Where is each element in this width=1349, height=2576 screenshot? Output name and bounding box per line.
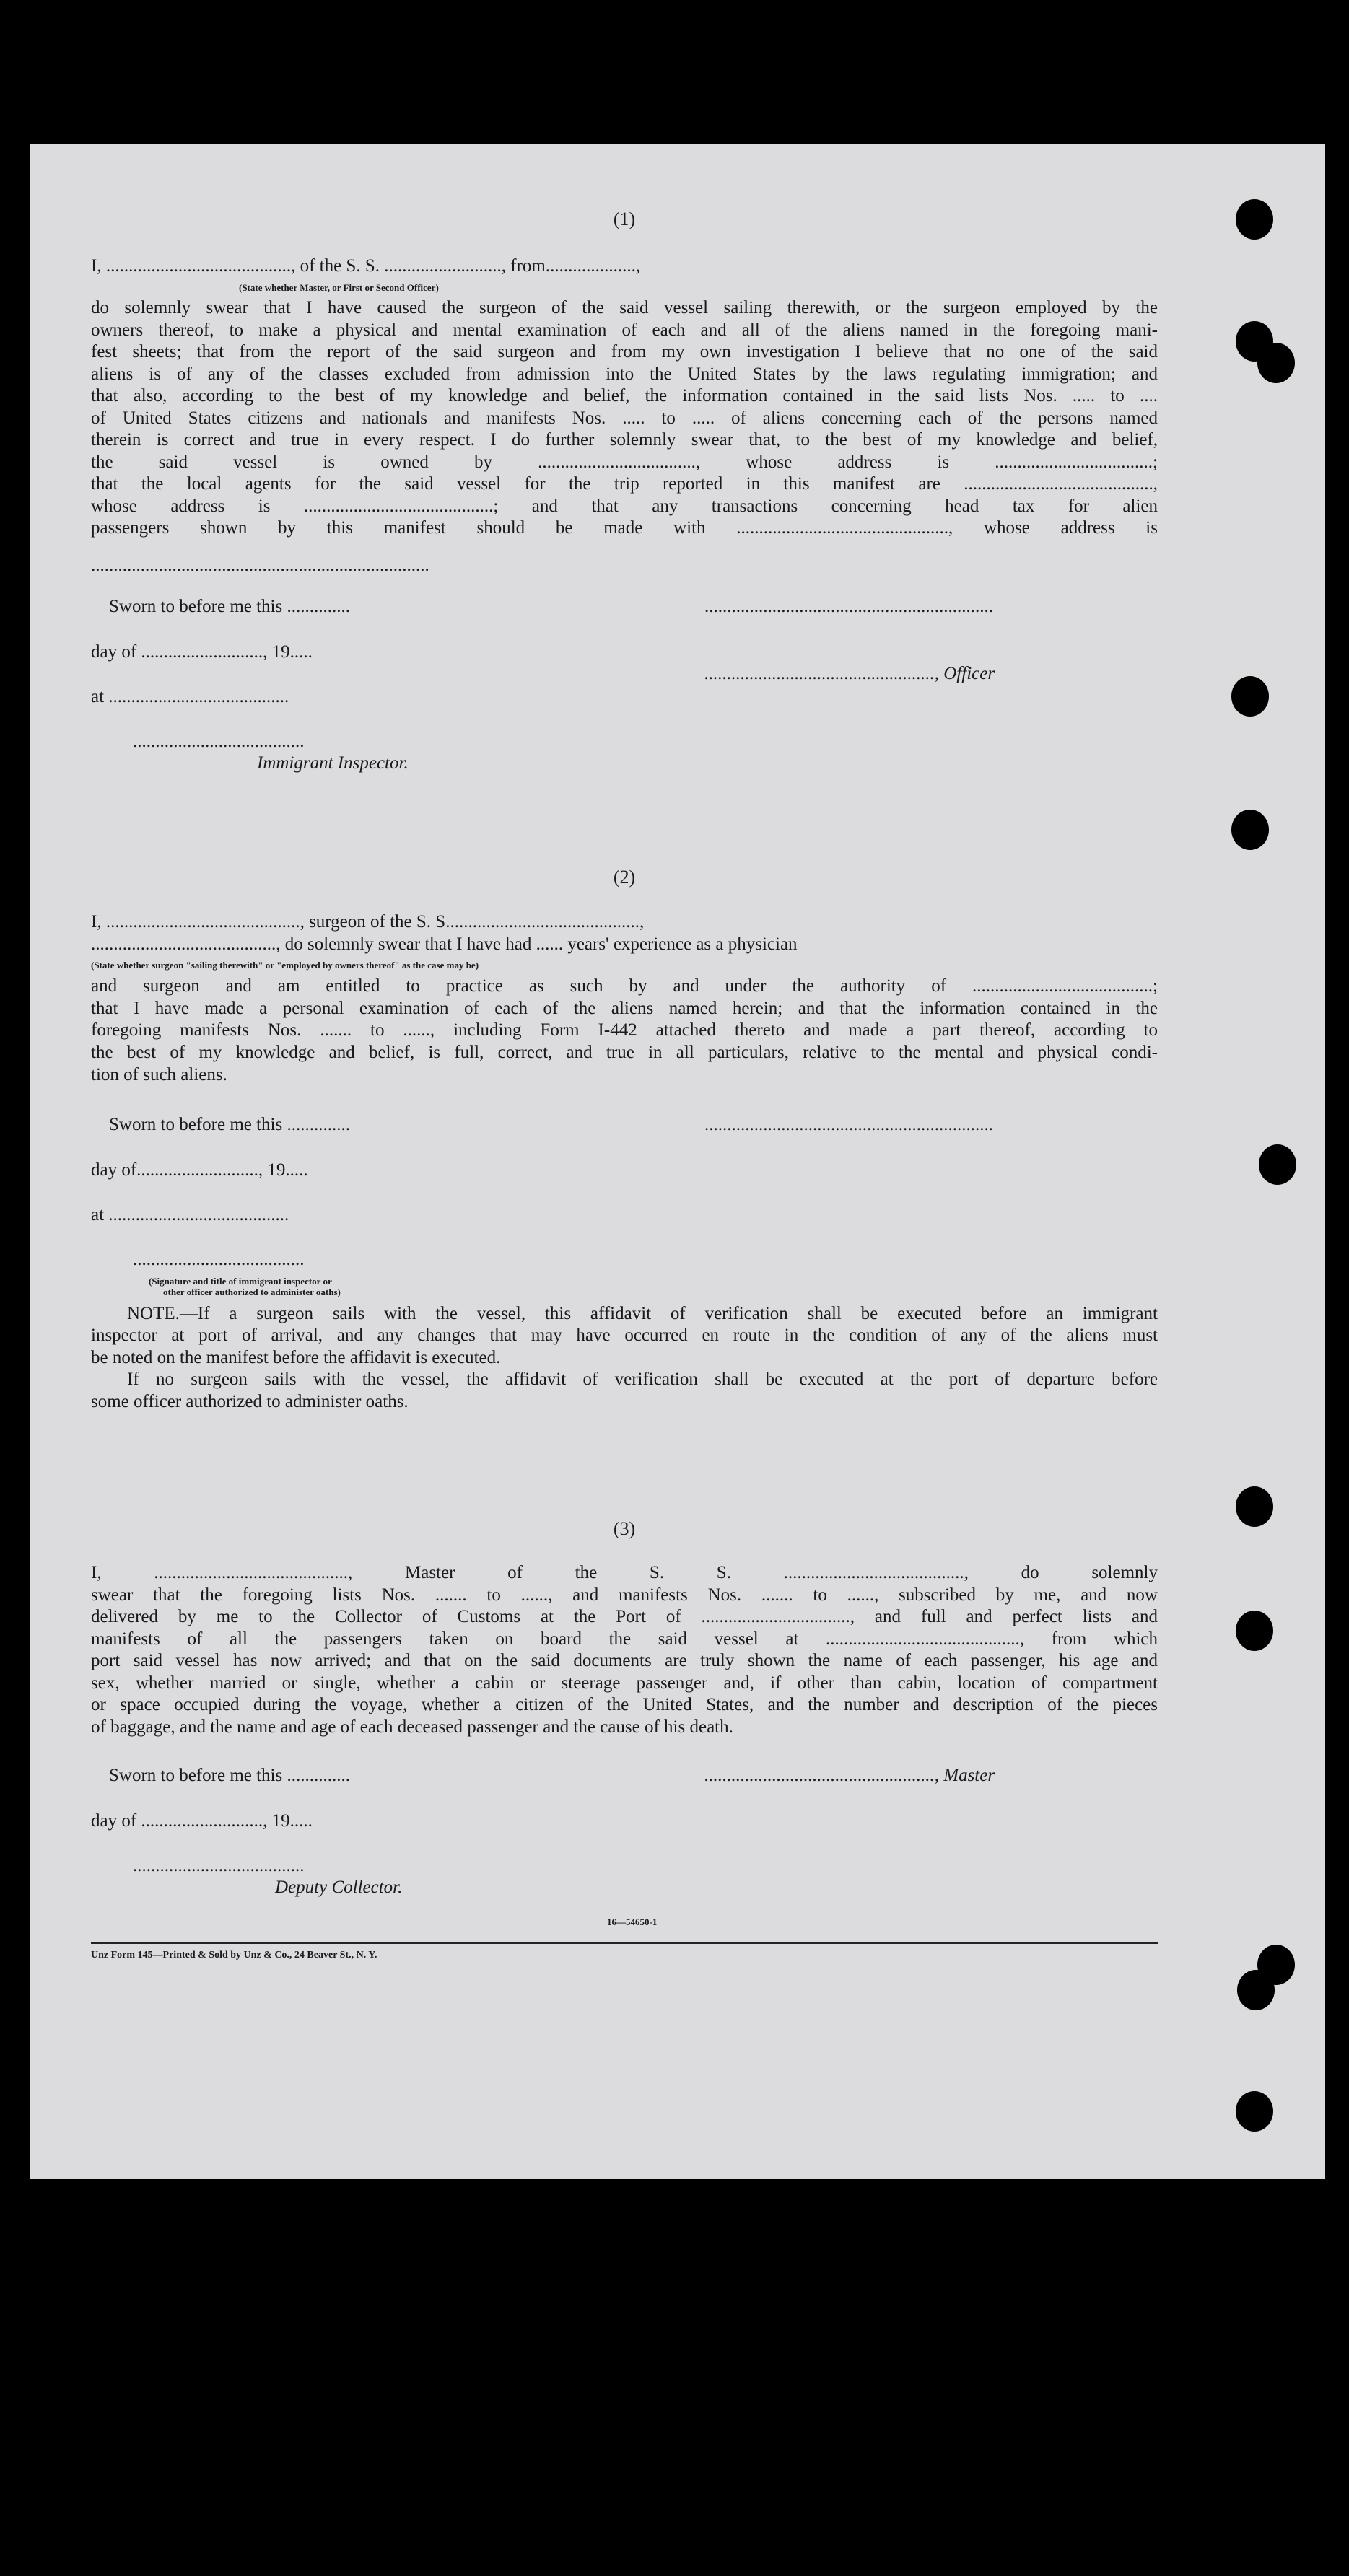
section-1-officer-note: (State whether Master, or First or Second Officer) (239, 282, 439, 293)
section-2-signature-note-1: (Signature and title of immigrant inspector or (149, 1276, 332, 1287)
section-3-sworn: Sworn to before me this .............. (109, 1766, 350, 1785)
section-1-body-line-4: aliens is of any of the classes excluded from admission into the United States by the laws regulating immigration; and (91, 364, 1158, 384)
footer-rule (91, 1942, 1158, 1944)
section-2-number: (2) (613, 867, 636, 888)
section-2-signature-dots: ...................................... (133, 1250, 305, 1269)
section-3-number: (3) (613, 1518, 636, 1539)
section-2-signature-line: ................................................................ (704, 1115, 993, 1134)
section-1-body-line-2: owners thereof, to make a physical and mental examination of each and all of the aliens named in the foregoing mani- (91, 320, 1158, 340)
section-3-body-last: of baggage, and the name and age of each deceased passenger and the cause of his death. (91, 1717, 733, 1737)
section-2-body-line-2: that I have made a personal examination of each of the aliens named herein; and that the information contained in the (91, 998, 1158, 1018)
section-1-body-line-9: that the local agents for the said vessel for the trip reported in this manifest are .........................................., (91, 474, 1158, 494)
section-1-sworn: Sworn to before me this .............. (109, 597, 350, 616)
section-1-at: at ........................................ (91, 687, 289, 706)
section-1-body-line-8: the said vessel is owned by ..................................., whose address is ...................................; (91, 452, 1158, 472)
section-1-inspector-dots: ...................................... (133, 732, 305, 751)
section-1-officer-line: ..................................................., Officer (704, 664, 995, 683)
section-2-signature-note-2: other officer authorized to administer oaths) (163, 1287, 341, 1297)
section-2-body-line-3: foregoing manifests Nos. ....... to ......, including Form I-442 attached thereto and made a part thereof, according to (91, 1020, 1158, 1040)
section-3-body-line-2: swear that the foregoing lists Nos. ....... to ......, and manifests Nos. ....... to ......, subscribed by me, and now (91, 1585, 1158, 1605)
section-3-body-line-7: or space occupied during the voyage, whether a citizen of the United States, and the number and description of the pieces (91, 1695, 1158, 1714)
punch-hole (1257, 343, 1295, 383)
section-1-body-line-5: that also, according to the best of my knowledge and belief, the information contained in the said lists Nos. ..... to .... (91, 386, 1158, 406)
section-3-body-line-4: manifests of all the passengers taken on board the said vessel at ..........................................., from which (91, 1629, 1158, 1649)
form-code: 16—54650-1 (607, 1916, 658, 1927)
section-1-body-line-3: fest sheets; that from the report of the said surgeon and from my own investigation I believe that no one of the said (91, 342, 1158, 362)
punch-hole (1236, 1611, 1273, 1651)
section-3-collector-title: Deputy Collector. (275, 1878, 403, 1897)
punch-hole (1237, 1970, 1275, 2010)
punch-hole (1231, 810, 1269, 850)
section-3-body-line-6: sex, whether married or single, whether a cabin or steerage passenger and, if other than cabin, location of compartment (91, 1673, 1158, 1693)
note-line-2: inspector at port of arrival, and any changes that may have occurred en route in the condition of any of the aliens must (91, 1326, 1158, 1345)
section-1-body-line-11: passengers shown by this manifest should be made with ..............................................., whose address is (91, 518, 1158, 538)
section-1-last-dots: ........................................................................... (91, 556, 429, 575)
punch-hole (1259, 1144, 1296, 1185)
section-1-body-line-6: of United States citizens and nationals and manifests Nos. ..... to ..... of aliens concerning each of the persons named (91, 408, 1158, 428)
section-2-body-line-4: the best of my knowledge and belief, is full, correct, and true in all particulars, relative to the mental and physical condi- (91, 1042, 1158, 1062)
section-1-first-line (91, 255, 1158, 277)
section-1-number: (1) (613, 209, 636, 229)
section-2-at: at ........................................ (91, 1205, 289, 1225)
section-1-inspector-title: Immigrant Inspector. (257, 753, 409, 773)
note-line-4: If no surgeon sails with the vessel, the affidavit of verification shall be executed at the port of departure before (127, 1370, 1158, 1389)
note-line-3: be noted on the manifest before the affidavit is executed. (91, 1348, 501, 1367)
section-3-master-line: ..................................................., Master (704, 1766, 995, 1785)
punch-hole (1236, 199, 1273, 240)
section-2-surgeon-note: (State whether surgeon "sailing therewith" or "employed by owners thereof" as the case may be) (91, 960, 479, 971)
note-line-5: some officer authorized to administer oaths. (91, 1392, 409, 1411)
section-2-body-line-1: and surgeon and am entitled to practice as such by and under the authority of ........................................; (91, 976, 1158, 996)
section-2-body-last: tion of such aliens. (91, 1065, 227, 1085)
punch-hole (1236, 2091, 1273, 2132)
section-3-collector-dots: ...................................... (133, 1856, 305, 1875)
master-name-field: I, ......................................... (91, 256, 292, 276)
note-line-1 (91, 1303, 1158, 1326)
section-2-day-of: day of..........................., 19..... (91, 1160, 308, 1180)
punch-hole (1231, 676, 1269, 717)
printer-footer: Unz Form 145—Printed & Sold by Unz & Co., 24 Beaver St., N. Y. (91, 1950, 377, 1961)
section-3-body-line-3: delivered by me to the Collector of Customs at the Port of ................................., and full and perfect lists and (91, 1607, 1158, 1626)
vessel-from-field: , of the S. S. .........................., from...................., (291, 256, 641, 276)
section-1-body-line-7: therein is correct and true in every respect. I do further solemnly swear that, to the best of my knowledge and belief, (91, 430, 1158, 450)
section-3-body-line-5: port said vessel has now arrived; and that on the said documents are truly shown the name of each passenger, his age and (91, 1651, 1158, 1670)
section-2-first-line: I, ..........................................., surgeon of the S. S..........................................., (91, 912, 645, 932)
section-3-body-line-1: I, ..........................................., Master of the S. S. ........................................, do solemnly (91, 1563, 1158, 1582)
punch-hole (1236, 1486, 1273, 1527)
section-3-day-of: day of ..........................., 19..... (91, 1811, 313, 1831)
section-2-second-line: ........................................., do solemnly swear that I have had ...... years' experience as a physician (91, 934, 798, 954)
section-2-sworn: Sworn to before me this .............. (109, 1115, 350, 1134)
section-1-body-line-10: whose address is ..........................................; and that any transactions concerning head tax for alien (91, 496, 1158, 516)
section-1-body-line-1: do solemnly swear that I have caused the surgeon of the said vessel sailing therewith, or the surgeon employed by the (91, 298, 1158, 317)
section-1-day-of: day of ..........................., 19..... (91, 642, 313, 662)
form-page (30, 144, 1318, 2179)
note-label: NOTE. (127, 1304, 180, 1323)
section-1-signature-line: ................................................................ (704, 597, 993, 616)
note-text-1: —If a surgeon sails with the vessel, this affidavit of verification shall be executed before an immigrant (179, 1304, 1158, 1323)
